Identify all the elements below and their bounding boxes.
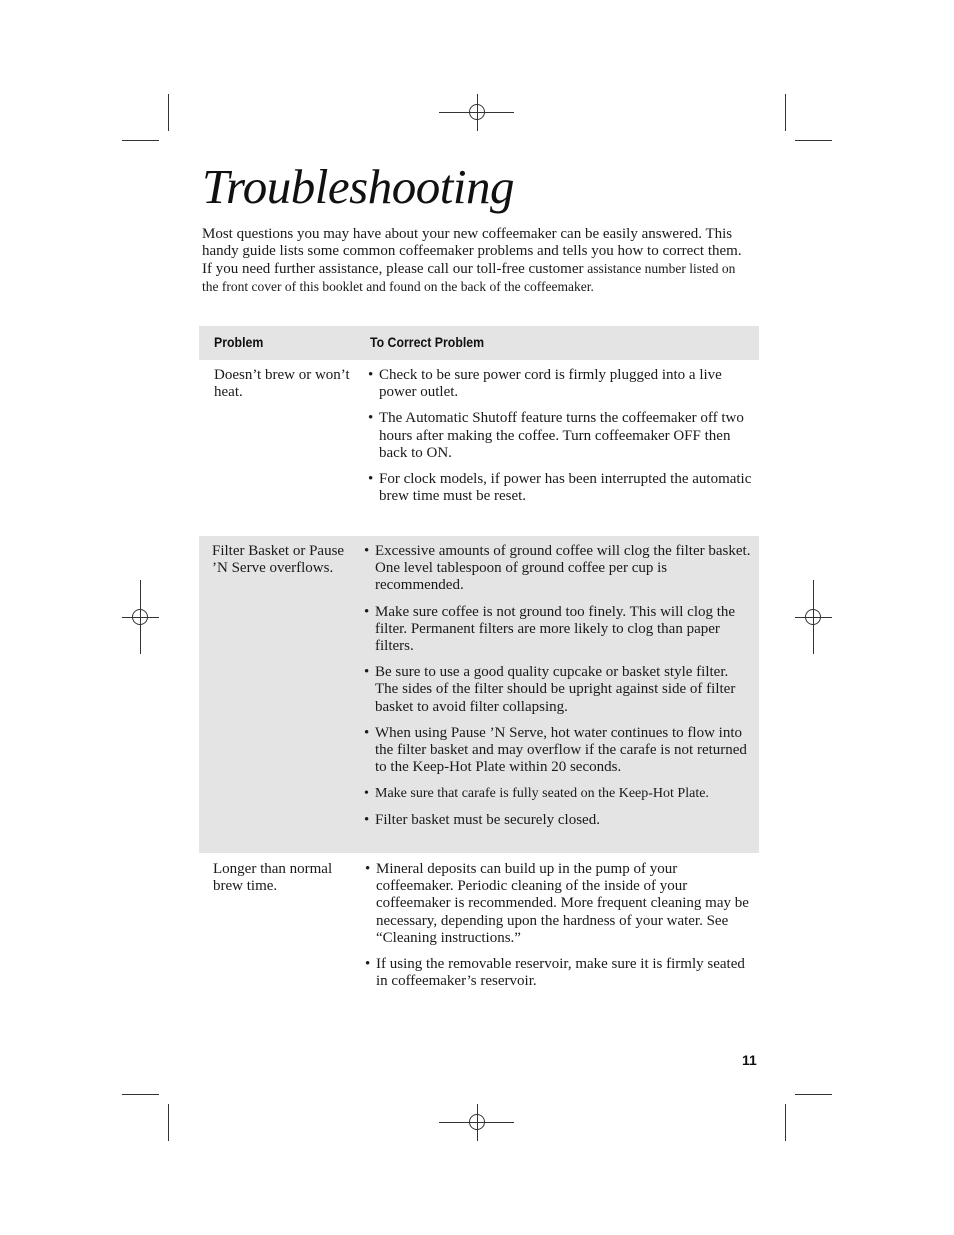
solution-item: • Be sure to use a good quality cupcake or basket style filter. The sides of the filter should be upright against side of filter basket to avoid filter collapsing.	[364, 664, 736, 715]
table-row	[199, 536, 759, 853]
intro-text-small: assistance number listed on the front cover of this booklet and found on the back of the coffeemaker.	[202, 261, 736, 294]
problem-cell: Filter Basket or Pause ’N Serve overflows.	[212, 543, 345, 577]
page-title: Troubleshooting	[202, 159, 514, 214]
header-problem: Problem	[214, 334, 264, 350]
solutions-cell	[363, 861, 759, 1003]
table-header	[199, 326, 759, 360]
header-to-correct-problem: To Correct Problem	[370, 334, 485, 350]
solution-item: • If using the removable reservoir, make sure it is firmly seated in coffeemaker’s reservoir.	[365, 956, 745, 990]
table-row	[199, 360, 759, 536]
solution-item: • Filter basket must be securely closed.	[364, 811, 600, 828]
troubleshooting-table	[199, 326, 759, 1003]
solutions-cell	[362, 543, 759, 853]
intro-paragraph	[202, 226, 747, 296]
solution-item: • Make sure that carafe is fully seated on the Keep-Hot Plate.	[364, 786, 709, 802]
problem-cell: Doesn’t brew or won’t heat.	[214, 367, 350, 401]
table-row	[199, 853, 759, 1003]
solution-item: • The Automatic Shutoff feature turns the coffeemaker off two hours after making the coffee. Turn coffeemaker OFF then back to ON.	[368, 410, 744, 461]
intro-text-main: Most questions you may have about your new coffeemaker can be easily answered. This handy guide lists some common coffeemaker problems and tells you how to correct them. If you need further assistance, please call our toll-free customer	[202, 226, 742, 277]
solutions-cell	[364, 367, 759, 536]
page-number: 11	[742, 1052, 757, 1068]
solution-item: • Check to be sure power cord is firmly plugged into a live power outlet.	[368, 367, 722, 401]
solution-item: • When using Pause ’N Serve, hot water continues to flow into the filter basket and may overflow if the carafe is not returned to the Keep-Hot Plate within 20 seconds.	[364, 724, 747, 776]
solution-item: • Excessive amounts of ground coffee will clog the filter basket. One level tablespoon of ground coffee per cup is recommended.	[364, 543, 751, 594]
solution-item: • Mineral deposits can build up in the pump of your coffeemaker. Periodic cleaning of the inside of your coffeemaker is recommended. More frequent cleaning may be necessary, depending upon the hardness of your water. See “Cleaning instructions.”	[365, 861, 749, 946]
solution-item: • Make sure coffee is not ground too finely. This will clog the filter. Permanent filters are more likely to clog than paper filters.	[364, 603, 736, 655]
solution-item: • For clock models, if power has been interrupted the automatic brew time must be reset.	[368, 471, 752, 505]
problem-cell: Longer than normal brew time.	[213, 861, 333, 895]
